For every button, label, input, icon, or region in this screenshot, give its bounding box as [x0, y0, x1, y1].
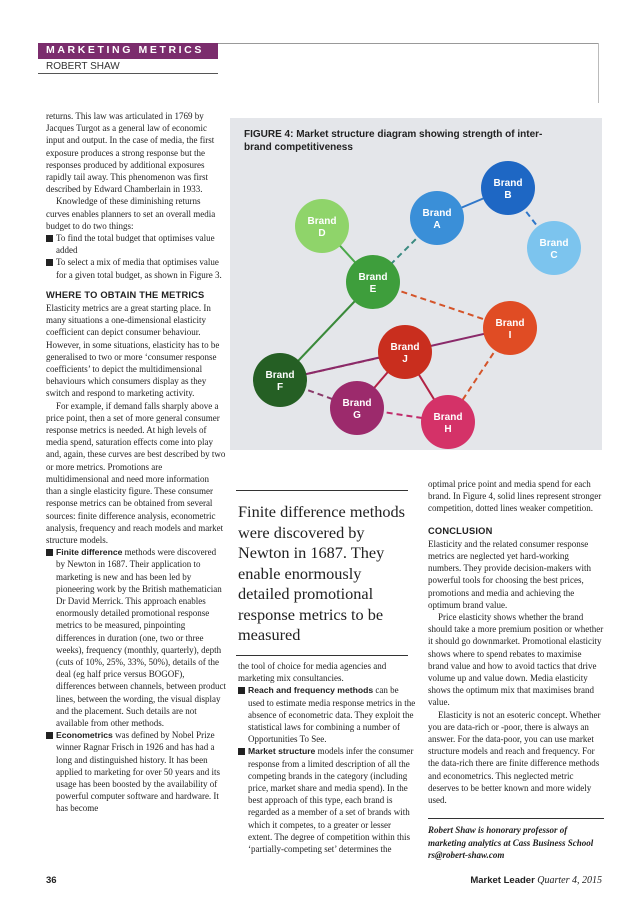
page-number: 36 [46, 875, 57, 886]
pullquote: Finite difference methods were discovered by Newton in 1687. They enable enormously detailed promotional response metrics to be measured [238, 502, 405, 644]
brand-letter: I [508, 330, 512, 341]
brand-node-h [421, 395, 475, 449]
paragraph: For example, if demand falls sharply above a price point, then a set of more general consumer response metrics is needed. At high levels of media spend, saturation effects come into play and, again, these curves are best described by two or more metrics. Promotions are multidimensional and need more information than a single elasticity figure. These consumer response metrics can be obtained from several sources: finite difference analysis, econometric analysis, frequency and reach models and market structure models. [46, 400, 226, 545]
paragraph: Elasticity and the related consumer response metrics are neglected yet hard-working numbers. They provide decision-makers with powerful tools for choosing the best prices, promotions and media and achieving the optimum brand value. [428, 538, 592, 610]
brand-label: Brand [433, 412, 463, 423]
paragraph-text: can be used to estimate media response metrics in the absence of econometric data. They exploit the statistical laws for combining a number of Opportunities To See. [248, 685, 416, 745]
paragraph: Knowledge of these diminishing returns curves enables planners to set an overall media budget to do two things: [46, 196, 216, 231]
paragraph: Elasticity is not an esoteric concept. Whether you are data-rich or -poor, there is always an answer. For the data-poor, you can use market structure models and reach and frequency. For the data-rich there are finite difference methods and econometrics. This neglected metric deserves to be better known and more widely used. [428, 709, 601, 806]
keyword: Finite difference [56, 547, 123, 558]
brand-letter: B [504, 190, 512, 201]
section-title: MARKETING METRICS [46, 44, 204, 56]
paragraph: optimal price point and media spend for each brand. In Figure 4, solid lines represent stronger competition, dotted lines weaker competition. [428, 479, 602, 514]
brand-node-f [253, 353, 307, 407]
brand-letter: D [318, 228, 326, 239]
brand-label: Brand [390, 342, 420, 353]
brand-letter: E [369, 284, 377, 295]
paragraph: Price elasticity shows whether the brand should take a more premium position or whether it should go downmarket. Promotional elasticity shows where to spend rebates to maximise brand value and how to avoid tactics that drive volume up and value down. Media elasticity shows the optimum mix that maximises brand value. [428, 612, 604, 708]
header-edge-rule [598, 43, 599, 103]
brand-letter: G [353, 410, 361, 421]
column-1 [46, 110, 226, 815]
keyword: Econometrics [56, 730, 113, 741]
pullquote-rule-bottom [236, 655, 408, 656]
brand-label: Brand [422, 208, 452, 219]
paragraph-text: was defined by Nobel Prize winner Ragnar Frisch in 1926 and has had a long and distinguished history. It has been applied to marketing for over 50 years and its usage has been boosted by the availability of powerful computer software and hardware. It has become [56, 730, 220, 814]
paragraph: the tool of choice for media agencies and marketing mix consultancies. [238, 661, 387, 684]
brand-node-e [346, 255, 400, 309]
brand-node-j [378, 325, 432, 379]
brand-label: Brand [265, 370, 295, 381]
brand-node-d [295, 199, 349, 253]
brand-label: Brand [495, 318, 525, 329]
brand-label: Brand [493, 178, 523, 189]
brand-label: Brand [539, 238, 569, 249]
brand-label: Brand [358, 272, 388, 283]
brand-node-c [527, 221, 581, 275]
section-heading: CONCLUSION [428, 525, 493, 536]
paragraph: Elasticity metrics are a great starting place. In many situations a one-dimensional elasticity coefficient can depict consumer behaviour. However, in some situations, elasticity has to be generalised to two or more ‘consumer response coefficients’ to depict the multidimensional behaviours which consumers display as they switch and respond to marketing activity. [46, 303, 220, 399]
author-bio: Robert Shaw is honorary professor of marketing analytics at Cass Business School rs@robert-shaw.com [428, 825, 594, 860]
column-2 [238, 660, 416, 855]
brand-letter: J [402, 354, 408, 365]
brand-letter: C [550, 250, 558, 261]
brand-label: Brand [342, 398, 372, 409]
figure-caption: FIGURE 4: Market structure diagram showing strength of inter-brand competitiveness [244, 129, 543, 153]
publication-name: Market Leader [470, 875, 535, 886]
bio-divider [428, 818, 604, 819]
market-structure-diagram [230, 118, 602, 450]
brand-letter: H [444, 424, 452, 435]
brand-letter: A [433, 220, 441, 231]
author-name: ROBERT SHAW [46, 61, 120, 72]
brand-node-b [481, 161, 535, 215]
paragraph-text: methods were discovered by Newton in 1687. Their application to marketing is new and has been led by pioneering work by the British mathematician Dr David Merrick. This approach enables enormously detailed promotional response metrics to be measured, pinpointing differences in duration (one, two or three weeks), frequency (monthly, quarterly), depth (cuts of 10%, 25%, 33%, 50%), details of the deal (eg half price versus BOGOF), differences between channels, between product lines, between the wording, the visual display and the placement. Such details are not available from other methods. [56, 547, 227, 728]
bullet-paragraph [46, 546, 226, 729]
bullet-paragraph [46, 729, 226, 814]
header-top-rule [218, 43, 598, 44]
bullet-paragraph [238, 684, 416, 745]
bullet-item: To find the total budget that optimises value added [46, 232, 226, 256]
keyword: Market structure [248, 746, 316, 757]
paragraph: returns. This law was articulated in 1769 by Jacques Turgot as a general law of economic input and output. In the case of media, the first exposure produces a strong response but the responses produced by additional exposures rapidly tail away. This phenomenon was first described by Edward Chamberlain in 1933. [46, 111, 215, 195]
brand-node-a [410, 191, 464, 245]
bullet-item: To select a mix of media that optimises value for a given total budget, as shown in Figure 3. [46, 256, 226, 280]
section-heading: WHERE TO OBTAIN THE METRICS [46, 289, 205, 300]
issue-label: Quarter 4, 2015 [537, 875, 602, 886]
brand-label: Brand [307, 216, 337, 227]
brand-node-g [330, 381, 384, 435]
pullquote-rule-top [236, 490, 408, 491]
bullet-paragraph [238, 745, 416, 855]
paragraph-text: models infer the consumer response from a limited description of all the competing brands in the category (including price, market share and media spend). In the best approach of this type, each brand is regarded as a member of a set of brands with which it competes, to a greater or lesser extent. The degree of competition within this ‘partially-competing set’ determines the [248, 746, 414, 855]
column-3 [428, 478, 604, 806]
keyword: Reach and frequency methods [248, 685, 374, 696]
brand-node-i [483, 301, 537, 355]
brand-letter: F [276, 382, 284, 393]
publication-footer [470, 875, 602, 886]
header-divider [38, 73, 218, 74]
